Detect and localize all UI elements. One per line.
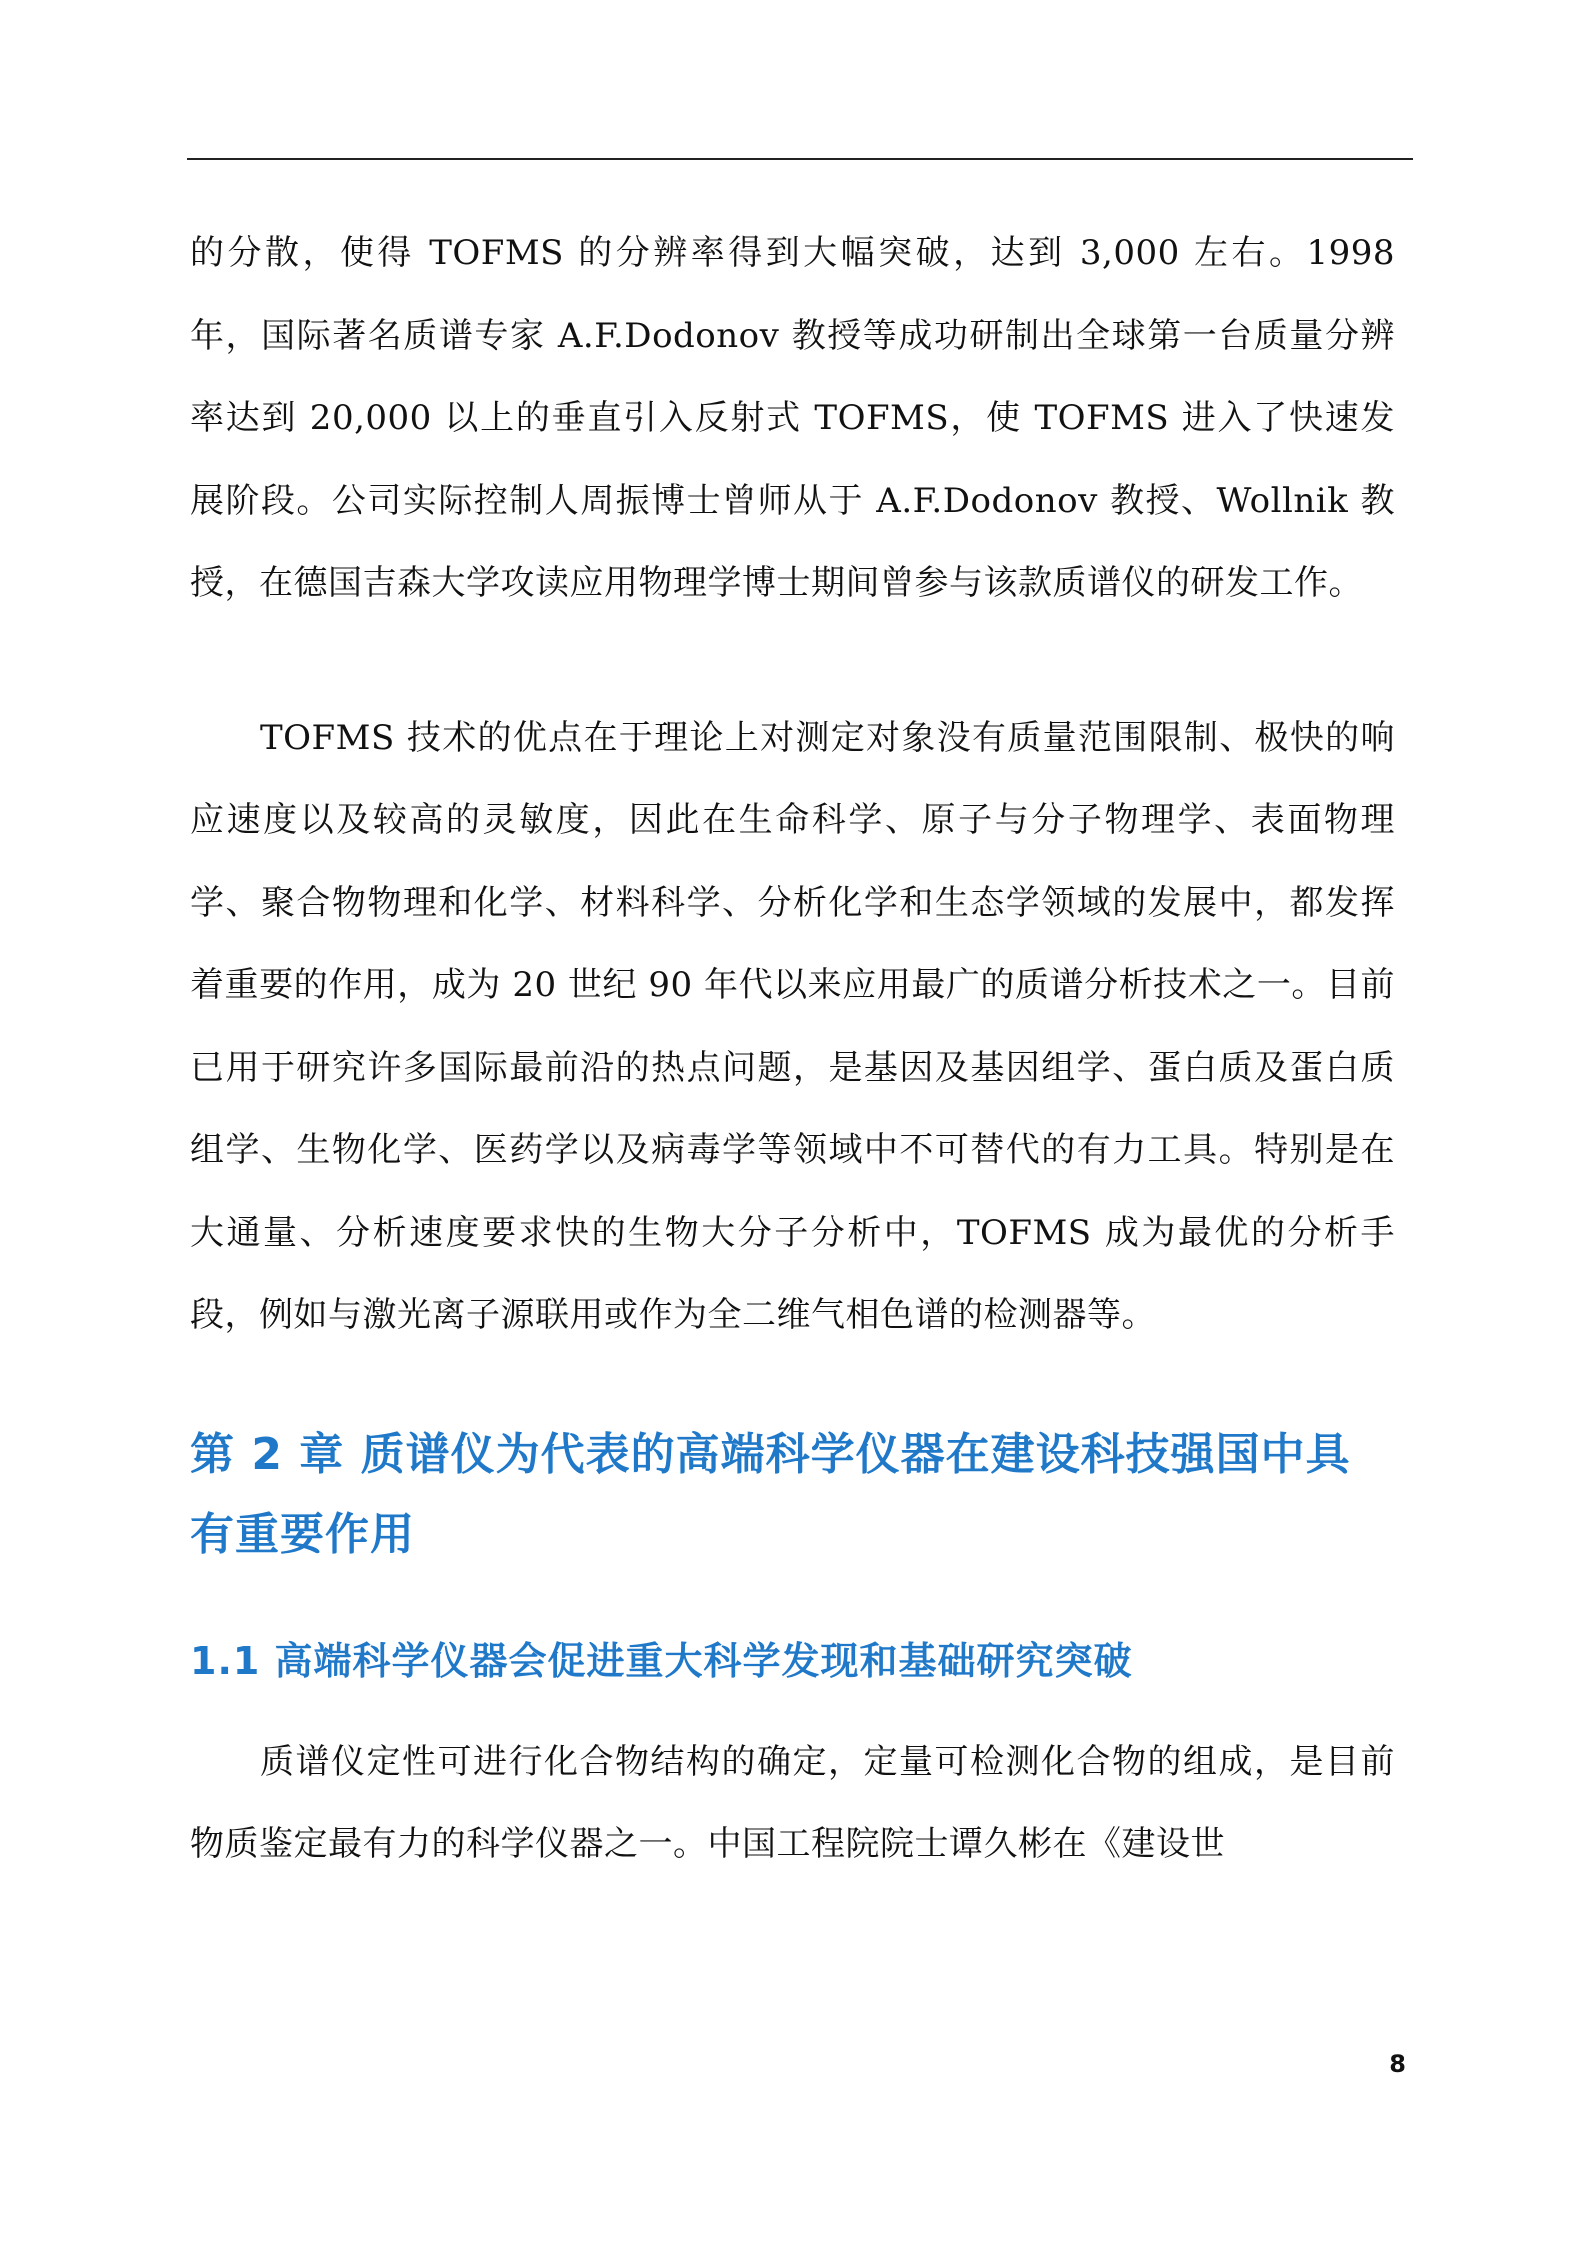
header-rule [187,158,1413,160]
body-paragraph-mass-spectrometer: 质谱仪定性可进行化合物结构的确定，定量可检测化合物的组成，是目前物质鉴定最有力的科学仪器之一。中国工程院院士谭久彬在《建设世 [190,1741,1395,1864]
chapter-heading: 第 2 章 质谱仪为代表的高端科学仪器在建设科技强国中具有重要作用 [190,1428,1351,1560]
body-paragraph-tofms-advantages: TOFMS 技术的优点在于理论上对测定对象没有质量范围限制、极快的响应速度以及较高的灵敏度，因此在生命科学、原子与分子物理学、表面物理学、聚合物物理和化学、材料科学、分析化学和生态学领域的发展中，都发挥着重要的作用，成为 20 世纪 90 年代以来应用最广的质谱分析技术之一。目前已用于研究许多国际最前沿的热点问题，是基因及基因组学、蛋白质及蛋白质组学、生物化学、医药学以及病毒学等领域中不可替代的有力工具。特别是在大通量、分析速度要求快的生物大分子分析中，TOFMS 成为最优的分析手段，例如与激光离子源联用或作为全二维气相色谱的检测器等。 [190,717,1395,1335]
page-number: 8 [1389,2050,1406,2078]
body-paragraph-continued: 的分散，使得 TOFMS 的分辨率得到大幅突破，达到 3,000 左右。1998 年，国际著名质谱专家 A.F.Dodonov 教授等成功研制出全球第一台质量分辨率达到 20,000 以上的垂直引入反射式 TOFMS，使 TOFMS 进入了快速发展阶段。公司实际控制人周振博士曾师从于 A.F.Dodonov 教授、Wollnik 教授，在德国吉森大学攻读应用物理学博士期间曾参与该款质谱仪的研发工作。 [190,233,1395,603]
section-heading: 1.1 高端科学仪器会促进重大科学发现和基础研究突破 [190,1638,1133,1683]
document-body [190,212,1395,1886]
paragraph-spacer [190,625,1395,697]
